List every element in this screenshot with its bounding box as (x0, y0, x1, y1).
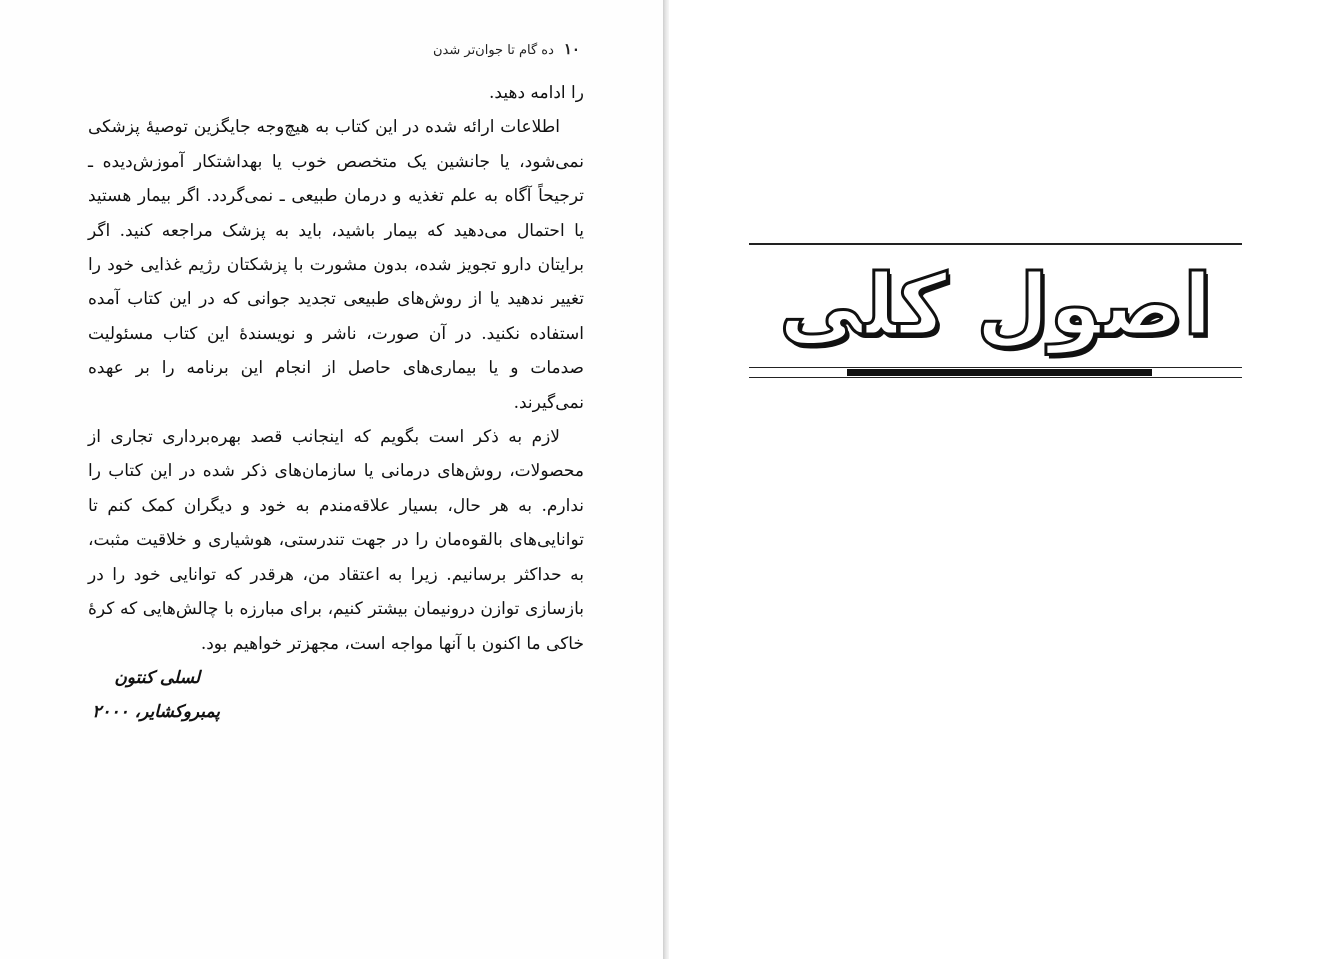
running-header (430, 40, 580, 58)
rule-thick-bar (847, 369, 1152, 376)
signature-place-date: پمبروکشایر، ۲۰۰۰ (92, 702, 220, 722)
chapter-rule-bottom (749, 367, 1242, 379)
left-page (0, 0, 663, 959)
paragraph-continuation: را ادامه دهید. (489, 83, 584, 103)
page-number: ۱۰ (563, 40, 580, 58)
running-title: ده گام تا جوان‌تر شدن (433, 43, 554, 58)
chapter-title: اصول کلی (779, 256, 1212, 354)
right-page (669, 0, 1333, 959)
paragraph-intent: لازم به ذکر است بگویم که اینجانب قصد بهره‌برداری تجاری از محصولات، روش‌های درمانی یا سازمان‌های ذکر شده در این کتاب را ندارم. به هر حال، بسیار علاقه‌مندم به خود و دیگران کمک کنم تا توانایی‌های بالقوه‌مان را در جهت تندرستی، هوشیاری و خلاقیت مثبت، به حداکثر برسانیم. زیرا به اعتقاد من، هرقدر که توانایی خود را در بازسازی توازن درونیمان بیشتر کنیم، برای مبارزه با چالش‌هایی که کرهٔ خاکی ما اکنون با آنها مواجه است، مجهزتر خواهیم بود. (88, 427, 584, 654)
body-text (88, 76, 584, 661)
paragraph-disclaimer: اطلاعات ارائه شده در این کتاب به هیچ‌وجه جایگزین توصیهٔ پزشکی نمی‌شود، یا جانشین یک متخصص خوب یا بهداشتکار آموزش‌دیده ـ ترجیحاً آگاه به علم تغذیه و درمان طبیعی ـ نمی‌گردد. اگر بیمار هستید یا احتمال می‌دهید که بیمار باشید، باید به پزشک مراجعه کنید. اگر برایتان دارو تجویز شده، بدون مشورت با پزشکتان رژیم غذایی خود را تغییر ندهید یا از روش‌های طبیعی تجدید جوانی که در این کتاب آمده استفاده نکنید. در آن صورت، ناشر و نویسندهٔ این کتاب مسئولیت صدمات و یا بیماری‌های حاصل از انجام این برنامه را بر عهده نمی‌گیرند. (88, 117, 584, 413)
rule-line-lower (749, 377, 1242, 378)
author-signature: لسلی کنتون (114, 668, 200, 688)
rule-line-upper (749, 367, 1242, 368)
